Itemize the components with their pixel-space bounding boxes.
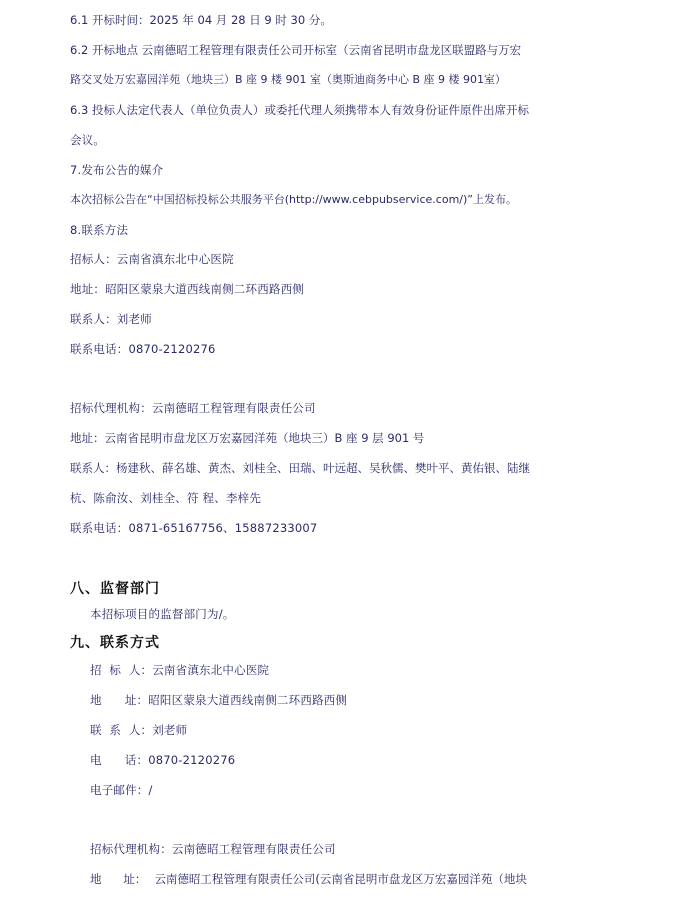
row-label: 联 系 人：	[90, 723, 153, 737]
tenderer-address-line: 地址：昭阳区蒙泉大道西线南侧二环西路西侧	[70, 282, 304, 296]
tenderer-phone-line: 联系电话：0870-2120276	[70, 342, 216, 356]
contact-tenderer-row	[90, 662, 269, 678]
media-line: 本次招标公告在“中国招标投标公共服务平台(http://www.cebpubservice.com/)”上发布。	[70, 193, 517, 206]
tenderer-line: 招标人：云南省滇东北中心医院	[70, 252, 234, 266]
open-location-line: 6.2 开标地点 云南德昭工程管理有限责任公司开标室（云南省昆明市盘龙区联盟路与万宏	[70, 43, 522, 57]
agency-line: 招标代理机构：云南德昭工程管理有限责任公司	[70, 401, 316, 415]
attendance-line-cont: 会议。	[70, 133, 106, 147]
contact-agency-address-row	[90, 871, 527, 887]
contact-agency-row	[90, 841, 336, 857]
contact-phone-row	[90, 752, 235, 768]
contact-email-row	[90, 782, 153, 798]
row-label: 招标代理机构：	[90, 842, 172, 856]
row-label: 电子邮件：	[90, 783, 149, 797]
row-value: /	[148, 783, 153, 797]
section-9-heading: 九、联系方式	[70, 635, 160, 651]
row-value: 刘老师	[152, 723, 188, 737]
open-location-line-cont: 路交叉处万宏嘉园洋苑（地块三）B 座 9 楼 901 室（奥斯迪商务中心 B 座 9 楼 901室）	[70, 73, 507, 86]
row-label: 电 话：	[90, 753, 149, 767]
row-value: 昭阳区蒙泉大道西线南侧二环西路西侧	[148, 693, 348, 707]
row-value: 0870-2120276	[148, 753, 236, 767]
media-heading: 7.发布公告的媒介	[70, 163, 164, 177]
row-label: 地 址：	[90, 693, 149, 707]
open-time-line: 6.1 开标时间：2025 年 04 月 28 日 9 时 30 分。	[70, 13, 332, 27]
supervision-line: 本招标项目的监督部门为/。	[90, 607, 235, 621]
agency-phone-line: 联系电话：0871-65167756、15887233007	[70, 521, 318, 535]
row-value: 云南省滇东北中心医院	[152, 663, 270, 677]
agency-contacts-line-cont: 杭、陈俞汝、刘桂全、符 程、李梓先	[70, 491, 262, 505]
attendance-line: 6.3 投标人法定代表人（单位负责人）或委托代理人须携带本人有效身份证件原件出席开标	[70, 103, 529, 117]
row-value: 云南德昭工程管理有限责任公司(云南省昆明市盘龙区万宏嘉园洋苑（地块	[154, 872, 527, 886]
contact-address-row	[90, 692, 347, 708]
contact-method-heading: 8.联系方法	[70, 223, 129, 237]
agency-contacts-line: 联系人：杨建秋、薛名雄、黄杰、刘桂全、田瑞、叶远超、吴秋儒、樊叶平、黄佑银、陆继	[70, 461, 530, 475]
row-label: 地 址：	[90, 872, 147, 886]
tenderer-contact-line: 联系人：刘老师	[70, 312, 152, 326]
row-value: 云南德昭工程管理有限责任公司	[171, 842, 336, 856]
contact-person-row	[90, 722, 187, 738]
agency-address-line: 地址：云南省昆明市盘龙区万宏嘉园洋苑（地块三）B 座 9 层 901 号	[70, 431, 425, 445]
row-label: 招 标 人：	[90, 663, 153, 677]
section-8-heading: 八、监督部门	[70, 581, 160, 597]
